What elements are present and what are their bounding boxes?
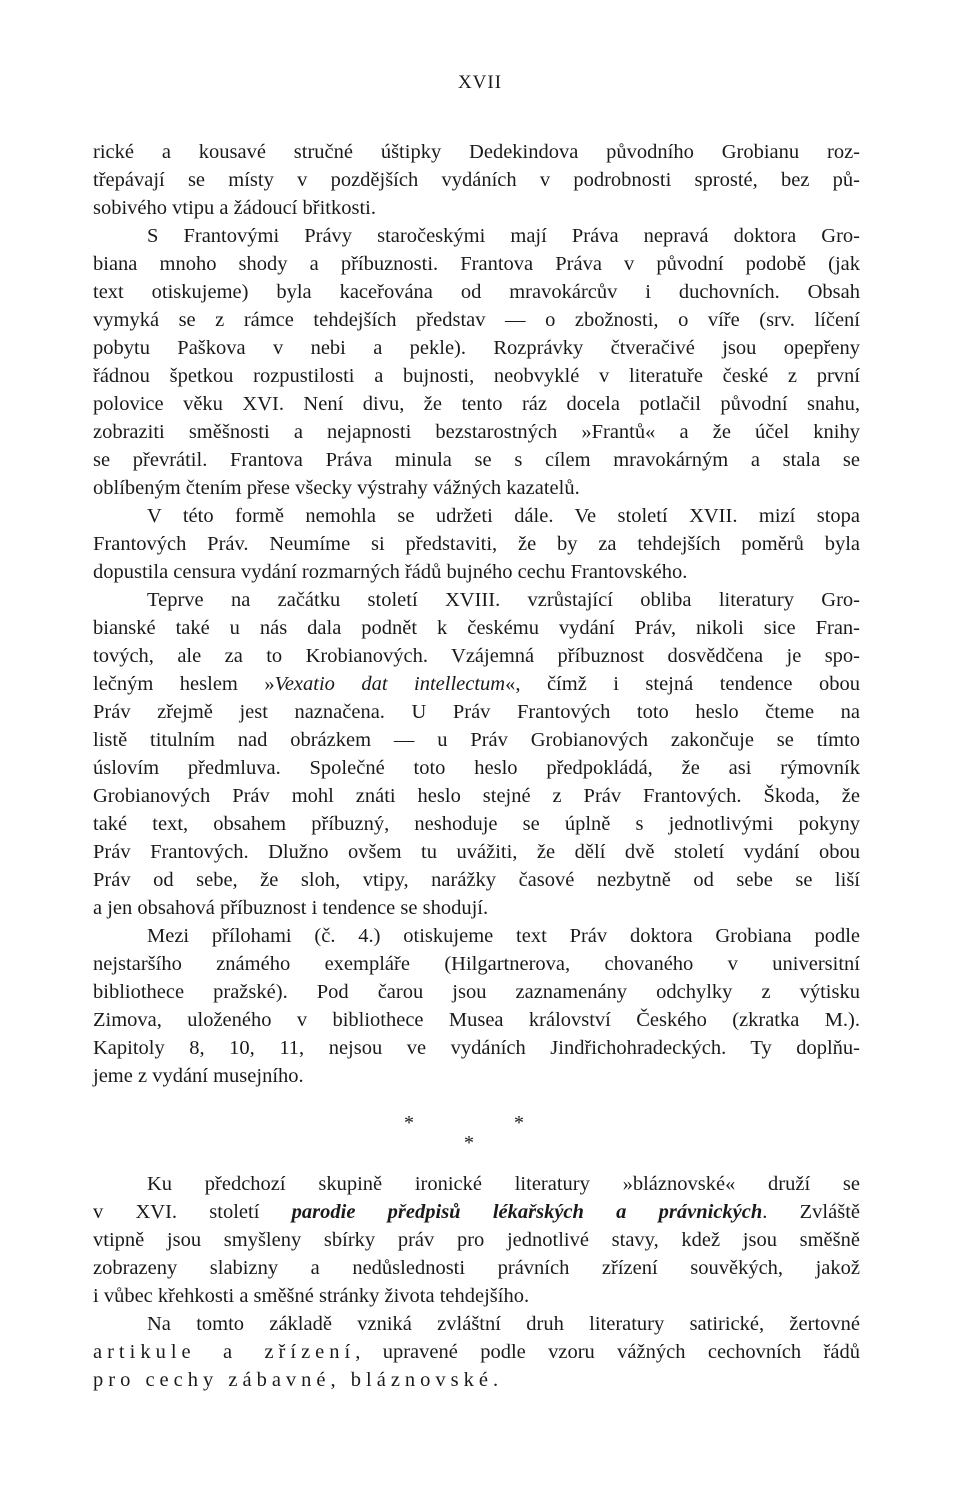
text-line: Na tomto základě vzniká zvláštní druh literatury satirické, žertovné [147, 1313, 860, 1335]
asterisk: * [464, 1132, 474, 1154]
text-line: dopustila censura vydání rozmarných řádů bujného cechu Frantovského. [93, 561, 688, 583]
text-line: i vůbec křehkosti a směšné stránky života tehdejšího. [93, 1285, 530, 1307]
section-separator [0, 1110, 960, 1154]
text-line: se převrátil. Frantova Práva minula se s cílem mravokárným a stala se [93, 449, 860, 471]
text-line: oblíbeným čtením přese všecky výstrahy vážných kazatelů. [93, 477, 580, 499]
page-number: XVII [457, 72, 503, 93]
text-line: Mezi přílohami (č. 4.) otiskujeme text Práv doktora Grobiana podle [147, 925, 860, 947]
text-line [93, 1366, 860, 1394]
text-segment: «, čímž i stejná tendence obou [505, 673, 860, 695]
text-line: bianské také u nás dala podnět k českému vydání Práv, nikoli sice Fran- [93, 617, 860, 639]
text-line: zobrazeny slabizny a nedůslednosti právních zřízení souvěkých, jakož [93, 1257, 860, 1279]
text-line: zobraziti směšnosti a nejapnosti bezstarostných »Frantů« a že účel knihy [93, 421, 860, 443]
text-line: Kapitoly 8, 10, 11, nejsou ve vydáních Jindřichohradeckých. Ty doplňu- [93, 1037, 860, 1059]
text-line [93, 1198, 860, 1226]
text-line: a jen obsahová příbuznost i tendence se shodují. [93, 897, 489, 919]
text-segment: lečným heslem » [93, 673, 275, 695]
text-line [93, 670, 860, 698]
asterisk: * [404, 1112, 414, 1134]
text-line: V této formě nemohla se udržeti dále. Ve století XVII. mizí stopa [147, 505, 860, 527]
text-segment: , upravené podle vzoru vážných cechovních řádů [355, 1341, 860, 1363]
text-line: pobytu Paškova v nebi a pekle). Rozprávky čtveračivé jsou opepřeny [93, 337, 860, 359]
spaced-phrase: artikule a zřízení [93, 1341, 356, 1363]
text-segment: v XVI. století [93, 1201, 292, 1223]
text-line: S Frantovými Právy staročeskými mají Práva nepravá doktora Gro- [147, 225, 860, 247]
text-line: bibliothece pražské). Pod čarou jsou zaznamenány odchylky z výtisku [93, 981, 860, 1003]
text-line: třepávají se místy v pozdějších vydáních v podrobnosti sprosté, bez pů- [93, 169, 860, 191]
text-line: Práv Frantových. Dlužno ovšem tu uvážiti, že dělí dvě století vydání obou [93, 841, 860, 863]
text-line: také text, obsahem příbuzný, neshoduje se úplně s jednotlivými pokyny [93, 813, 860, 835]
text-line: vymyká se z rámce tehdejších představ — o zbožnosti, o víře (srv. líčení [93, 309, 860, 331]
text-line: Ku předchozí skupině ironické literatury »bláznovské« druží se [147, 1173, 860, 1195]
text-line: jeme z vydání musejního. [93, 1065, 304, 1087]
text-line: Práv od sebe, že sloh, vtipy, narážky časové nezbytně od sebe se liší [93, 869, 860, 891]
text-line: sobivého vtipu a žádoucí břitkosti. [93, 197, 376, 219]
text-line: biana mnoho shody a příbuznosti. Frantova Práva v původní podobě (jak [93, 253, 860, 275]
text-line: Frantových Práv. Neumíme si představiti, že by za tehdejších poměrů byla [93, 533, 860, 555]
text-segment: . Zvláště [762, 1201, 860, 1223]
text-line: tových, ale za to Krobianových. Vzájemná příbuznost dosvědčena je spo- [93, 645, 860, 667]
text-line: Teprve na začátku století XVIII. vzrůstající obliba literatury Gro- [147, 589, 860, 611]
text-line: nejstaršího známého exempláře (Hilgartnerova, chovaného v universitní [93, 953, 860, 975]
italic-motto: Vexatio dat intellectum [274, 673, 506, 695]
asterisk: * [514, 1112, 524, 1134]
spaced-phrase: pro cechy zábavné, bláznovské. [93, 1369, 504, 1391]
text-line [93, 1338, 860, 1366]
text-line: listě titulním nad obrázkem — u Práv Grobianových zakončuje se tímto [93, 729, 860, 751]
text-line: Grobianových Práv mohl znáti heslo stejné z Práv Frantových. Škoda, že [93, 785, 860, 807]
text-line: Práv zřejmě jest naznačena. U Práv Frantových toto heslo čteme na [93, 701, 860, 723]
text-line: rické a kousavé stručné úštipky Dedekindova původního Grobianu roz- [93, 141, 860, 163]
text-line: vtipně jsou smyšleny sbírky práv pro jednotlivé stavy, kdež jsou směšně [93, 1229, 860, 1251]
text-line: polovice věku XVI. Není divu, že tento ráz docela potlačil původní snahu, [93, 393, 860, 415]
text-line: text otiskujeme) byla kaceřována od mravokárcův i duchovních. Obsah [93, 281, 860, 303]
text-line: Zimova, uloženého v bibliothece Musea království Českého (zkratka M.). [93, 1009, 860, 1031]
text-line: úslovím předmluva. Společné toto heslo předpokládá, že asi rýmovník [93, 757, 860, 779]
text-line: řádnou špetkou rozpustilosti a bujnosti, neobvyklé v literatuře české z první [93, 365, 860, 387]
emphasized-phrase: parodie předpisů lékařských a právnických [291, 1201, 763, 1223]
